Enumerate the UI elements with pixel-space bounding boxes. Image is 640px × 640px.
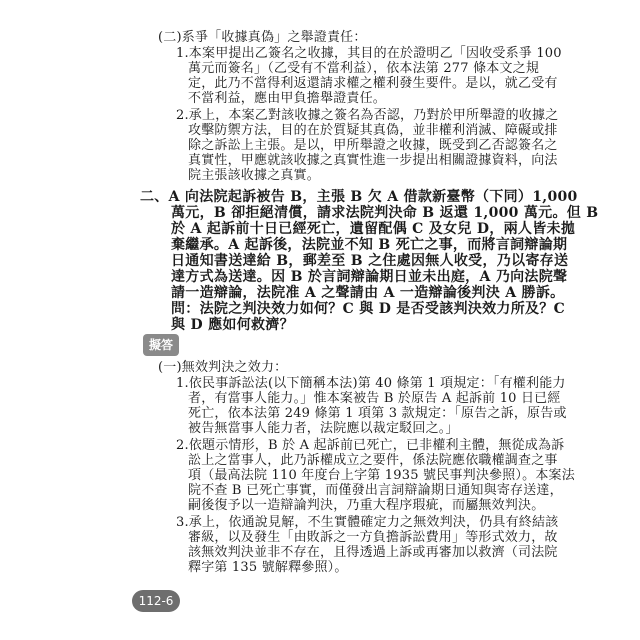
paragraph-line: 不當利益，應由甲負擔舉證責任。 xyxy=(188,91,387,106)
question-line: 於 A 起訴前十日已經死亡，遺留配偶 C 及女兒 D，兩人皆未拋 xyxy=(171,221,576,237)
paragraph-line: 審級，以及發生「由敗訴之一方負擔訴訟費用」等形式效力，故 xyxy=(188,530,558,545)
question-line: 達方式為送達。因 B 於言詞辯論期日並未出庭，A 乃向法院聲 xyxy=(171,269,568,285)
paragraph-line: 項（最高法院 110 年度台上字第 1935 號民事判決參照）。本案法 xyxy=(188,468,575,483)
paragraph-line: 定，此乃不當得利返還請求權之權利發生要件。是以，就乙受有 xyxy=(188,76,558,91)
paragraph-line: 嗣後復予以一造辯論判決，乃重大程序瑕疵，而屬無效判決。 xyxy=(188,498,545,513)
paragraph-line: 除之訴訟上主張。是以，甲所舉證之收據，既受到乙否認簽名之 xyxy=(188,138,558,153)
question-line: 棄繼承。A 起訴後，法院並不知 B 死亡之事，而將言詞辯論期 xyxy=(171,237,568,253)
question-line: 問：法院之判決效力如何？C 與 D 是否受該判決效力所及？C xyxy=(171,301,566,317)
question-line: 日通知書送達給 B，郵差至 B 之住處因無人收受，乃以寄存送 xyxy=(171,253,569,269)
paragraph-line: 1.依民事訴訟法(以下簡稱本法)第 40 條第 1 項規定：「有權利能力 xyxy=(176,376,566,391)
question-line: 請一造辯論，法院准 A 之聲請由 A 一造辯論後判決 A 勝訴。 xyxy=(171,285,565,301)
paragraph-line: 真實性，甲應就該收據之真實性進一步提出相關證據資料，向法 xyxy=(188,153,558,168)
paragraph-line: 攻擊防禦方法，目的在於質疑其真偽，並非權利消滅、障礙或排 xyxy=(188,123,558,138)
paragraph-line: 院不查 B 已死亡事實，而僅發出言詞辯論期日通知與寄存送達， xyxy=(188,483,563,498)
paragraph-line: 死亡，依本法第 249 條第 1 項第 3 款規定：「原告之訴，原告或 xyxy=(188,406,567,421)
answer-heading: (一)無效判決之效力： xyxy=(158,360,288,375)
paragraph-line: 被告無當事人能力者，法院應以裁定駁回之。」 xyxy=(188,421,459,436)
paragraph-line: 萬元而簽名」（乙受有不當利益），依本法第 277 條本文之規 xyxy=(188,61,540,76)
paragraph-line: 釋字第 135 號解釋參照）。 xyxy=(188,560,348,575)
paragraph-line: 3.承上，依通說見解，不生實體確定力之無效判決，仍具有終結該 xyxy=(176,515,559,530)
paragraph-line: 2.依題示情形，B 於 A 起訴前已死亡，已非權利主體，無從成為訴 xyxy=(176,438,565,453)
page-number: 112-6 xyxy=(132,590,180,612)
paragraph-line: 者，有當事人能力。」惟本案被告 B 於原告 A 起訴前 10 日已經 xyxy=(188,391,561,406)
answer-badge: 擬答 xyxy=(143,334,179,356)
paragraph-line: 院主張該收據之真實。 xyxy=(188,168,321,183)
question-line: 與 D 應如何救濟？ xyxy=(171,317,294,333)
question-line: 萬元，B 卻拒絕清償，請求法院判決命 B 返還 1,000 萬元。但 B xyxy=(171,205,599,221)
paragraph-line: 該無效判決並非不存在，且得透過上訴或再審加以救濟（司法院 xyxy=(188,545,558,560)
question-line: 二、A 向法院起訴被告 B，主張 B 欠 A 借款新臺幣（下同）1,000 xyxy=(140,189,578,205)
subsection-heading: (二)系爭「收據真偽」之舉證責任： xyxy=(158,30,367,45)
paragraph-line: 2.承上，本案乙對該收據之簽名為否認，乃對於甲所舉證的收據之 xyxy=(176,108,559,123)
paragraph-line: 1.本案甲提出乙簽名之收據，其目的在於證明乙「因收受系爭 100 xyxy=(176,46,562,61)
paragraph-line: 訟上之當事人，此乃訴權成立之要件，係法院應依職權調查之事 xyxy=(188,453,558,468)
